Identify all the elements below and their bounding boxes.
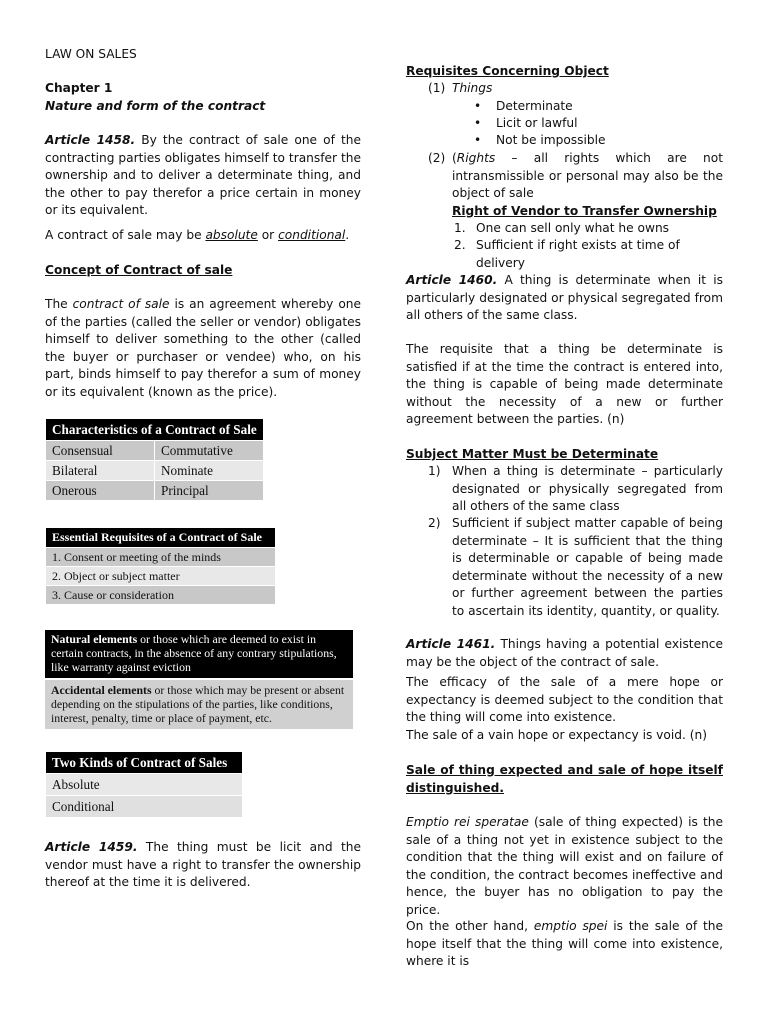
efficacy-paragraph: The efficacy of the sale of a mere hope or expectancy is deemed subject to the condition that the thing will come into existence. <box>406 675 723 725</box>
contract-of-sale-term: contract of sale <box>72 297 170 311</box>
chapter-subtitle: Nature and form of the contract <box>45 99 266 113</box>
emptio-spei-paragraph: On the other hand, emptio spei is the sale of the hope itself that the thing will come into existence, where it is <box>406 919 724 969</box>
table-row: Onerous Principal <box>46 481 264 501</box>
table-row: 2. Object or subject matter <box>46 567 276 586</box>
table-row: Absolute <box>46 774 243 796</box>
emptio-rei-paragraph: Emptio rei speratae (sale of thing expected) is the sale of a thing not yet in existence subject to the condition that the thing will exist and on failure of the condition, the contract becomes ineffective and hence, the buyer has no obligation to pay the price. <box>406 815 723 917</box>
list-item: Sufficient if right exists at time of delivery <box>476 238 680 270</box>
law-title: LAW ON SALES <box>45 47 137 61</box>
article-1459: Article 1459. The thing must be licit and the vendor must have a right to transfer the ownership thereof at the time it is delivered. <box>45 840 361 890</box>
things-label: Things <box>452 81 493 95</box>
subject-matter-heading: Subject Matter Must be Determinate <box>406 447 659 461</box>
requisites-object-heading: Requisites Concerning Object <box>406 64 609 78</box>
table-row: Consensual Commutative <box>46 441 264 461</box>
rights-item: (Rights – all rights which are not intransmissible or personal may also be the object of sale <box>452 151 723 201</box>
vendor-heading: Right of Vendor to Transfer Ownership <box>452 204 717 218</box>
conditional-term: conditional <box>278 228 346 242</box>
concept-heading: Concept of Contract of sale <box>45 263 233 277</box>
list-item: Licit or lawful <box>496 116 578 130</box>
requisite-paragraph: The requisite that a thing be determinate is satisfied if at the time the contract is entered into, the thing is capable of being made determinate without the necessity of a new or further agreement between the parties. (n) <box>406 342 723 427</box>
absolute-term: absolute <box>205 228 258 242</box>
bullet-icon: • <box>474 99 482 113</box>
table-row: Conditional <box>46 796 243 818</box>
requisites-table <box>45 527 276 605</box>
bullet-icon: • <box>474 116 482 130</box>
requisites-header: Essential Requisites of a Contract of Sale <box>46 528 276 548</box>
natural-elements: Natural elements or those which are deemed to exist in certain contracts, in the absence of any contrary stipulations, like warranty against eviction <box>45 630 353 678</box>
distinguished-heading: Sale of thing expected and sale of hope itself distinguished. <box>406 763 723 795</box>
elements-box <box>45 630 353 729</box>
list-item: When a thing is determinate – particularly designated or physically segregated from all others of the same class <box>452 464 723 514</box>
two-kinds-table <box>45 751 243 818</box>
chapter-heading: Chapter 1 <box>45 81 113 95</box>
concept-paragraph: The contract of sale is an agreement whereby one of the parties (called the seller or vendor) obligates himself to deliver something to the other (called the buyer or purchaser or vendee) who, on his part, binds himself to pay therefor a sum of money or its equivalent (known as the price). <box>45 297 361 399</box>
list-item: Determinate <box>496 99 573 113</box>
table-row: 3. Cause or consideration <box>46 586 276 605</box>
list-item: One can sell only what he owns <box>476 221 670 235</box>
characteristics-header: Characteristics of a Contract of Sale <box>46 419 264 441</box>
table-row: 1. Consent or meeting of the minds <box>46 548 276 567</box>
article-1461: Article 1461. Things having a potential existence may be the object of the contract of sale. <box>406 637 723 669</box>
article-1458-text: By the contract of sale one of the contracting parties obligates himself to transfer the ownership and to deliver a determinate thing, and the other to pay therefor a price certain in money or its equivalent. <box>45 133 361 218</box>
bullet-icon: • <box>474 133 482 147</box>
accidental-elements: Accidental elements or those which may be present or absent depending on the stipulations of the parties, like conditions, interest, penalty, time or place of payment, etc. <box>45 680 353 730</box>
two-kinds-header: Two Kinds of Contract of Sales <box>46 752 243 774</box>
article-1458 <box>45 132 361 220</box>
article-1458-label: Article 1458. <box>45 133 136 147</box>
article-1460: Article 1460. A thing is determinate when it is particularly designated or physical segregated from all others of the same class. <box>406 273 723 323</box>
table-row: Bilateral Nominate <box>46 461 264 481</box>
list-item: Not be impossible <box>496 133 606 147</box>
characteristics-table <box>45 418 264 501</box>
vain-hope-paragraph: The sale of a vain hope or expectancy is void. (n) <box>406 728 707 742</box>
list-item: Sufficient if subject matter capable of being determinate – It is sufficient that the thing is determinable or capable of being made determinate without the necessity of a new or further agreement between the parties to ascertain its identity, quantity, or quality. <box>452 516 723 618</box>
sale-may-be: A contract of sale may be absolute or conditional. <box>45 228 350 242</box>
